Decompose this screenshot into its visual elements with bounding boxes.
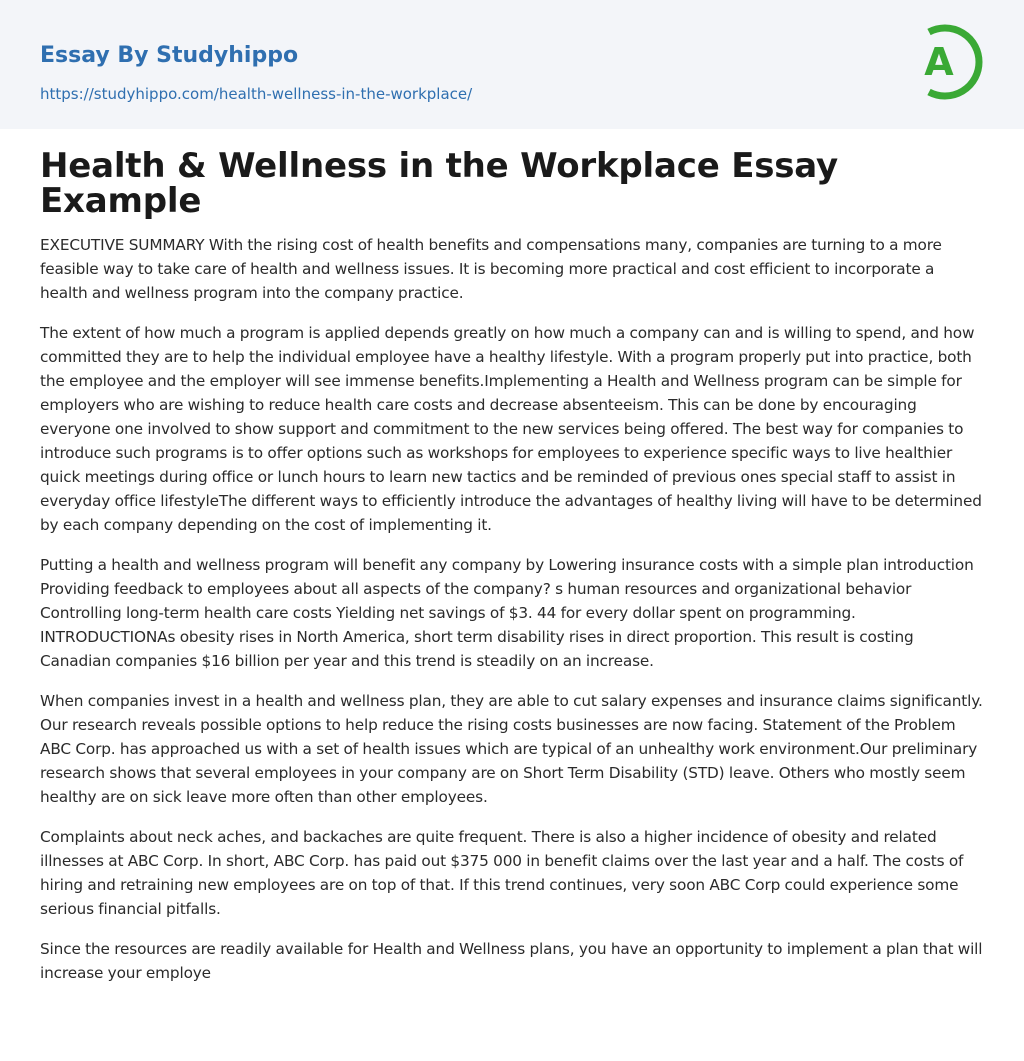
page-title: Health & Wellness in the Workplace Essay Example: [40, 146, 838, 221]
essay-paragraph-2: The extent of how much a program is applied depends greatly on how much a company can and is willing to spend, and how committed they are to help the individual employee have a healthy lifestyle. With a program properly put into practice, both the employee and the employer will see immense benefits.Implementing a Health and Wellness program can be simple for employers who are wishing to reduce health care costs and decrease absenteeism. This can be done by encouraging everyone one involved to show support and commitment to the new services being offered. The best way for companies to introduce such programs is to offer options such as workshops for employees to experience specific ways to live healthier quick meetings during office or lunch hours to learn new tactics and be reminded of previous ones special staff to assist in everyday office lifestyleThe different ways to efficiently introduce the advantages of healthy living will have to be determined by each company depending on the cost of implementing it.: [40, 324, 982, 534]
article: [0, 146, 1024, 985]
essay-paragraph-1: EXECUTIVE SUMMARY With the rising cost of health benefits and compensations many, companies are turning to a more feasible way to take care of health and wellness issues. It is becoming more practical and cost efficient to incorporate a health and wellness program into the company practice.: [40, 236, 942, 302]
studyhippo-logo-icon[interactable]: [912, 19, 986, 105]
brand-title: Essay By Studyhippo: [40, 43, 299, 68]
essay-paragraph-6: Since the resources are readily available for Health and Wellness plans, you have an opportunity to implement a plan that will increase your employe: [40, 940, 983, 982]
essay-paragraph-3: Putting a health and wellness program will benefit any company by Lowering insurance costs with a simple plan introduction Providing feedback to employees about all aspects of the company? s human resources and organizational behavior Controlling long-term health care costs Yielding net savings of $3. 44 for every dollar spent on programming. INTRODUCTIONAs obesity rises in North America, short term disability rises in direct proportion. This result is costing Canadian companies $16 billion per year and this trend is steadily on an increase.: [40, 556, 974, 670]
essay-paragraph-5: Complaints about neck aches, and backaches are quite frequent. There is also a higher incidence of obesity and related illnesses at ABC Corp. In short, ABC Corp. has paid out $375 000 in benefit claims over the last year and a half. The costs of hiring and retraining new employees are on top of that. If this trend continues, very soon ABC Corp could experience some serious financial pitfalls.: [40, 828, 964, 918]
source-url-link[interactable]: https://studyhippo.com/health-wellness-in-the-workplace/: [40, 85, 473, 103]
essay-paragraph-4: When companies invest in a health and wellness plan, they are able to cut salary expenses and insurance claims significantly. Our research reveals possible options to help reduce the rising costs businesses are now facing. Statement of the Problem ABC Corp. has approached us with a set of health issues which are typical of an unhealthy work environment.Our preliminary research shows that several employees in your company are on Short Term Disability (STD) leave. Others who mostly seem healthy are on sick leave more often than other employees.: [40, 692, 983, 806]
logo-letter: A: [924, 40, 954, 84]
site-header: [0, 0, 1024, 129]
